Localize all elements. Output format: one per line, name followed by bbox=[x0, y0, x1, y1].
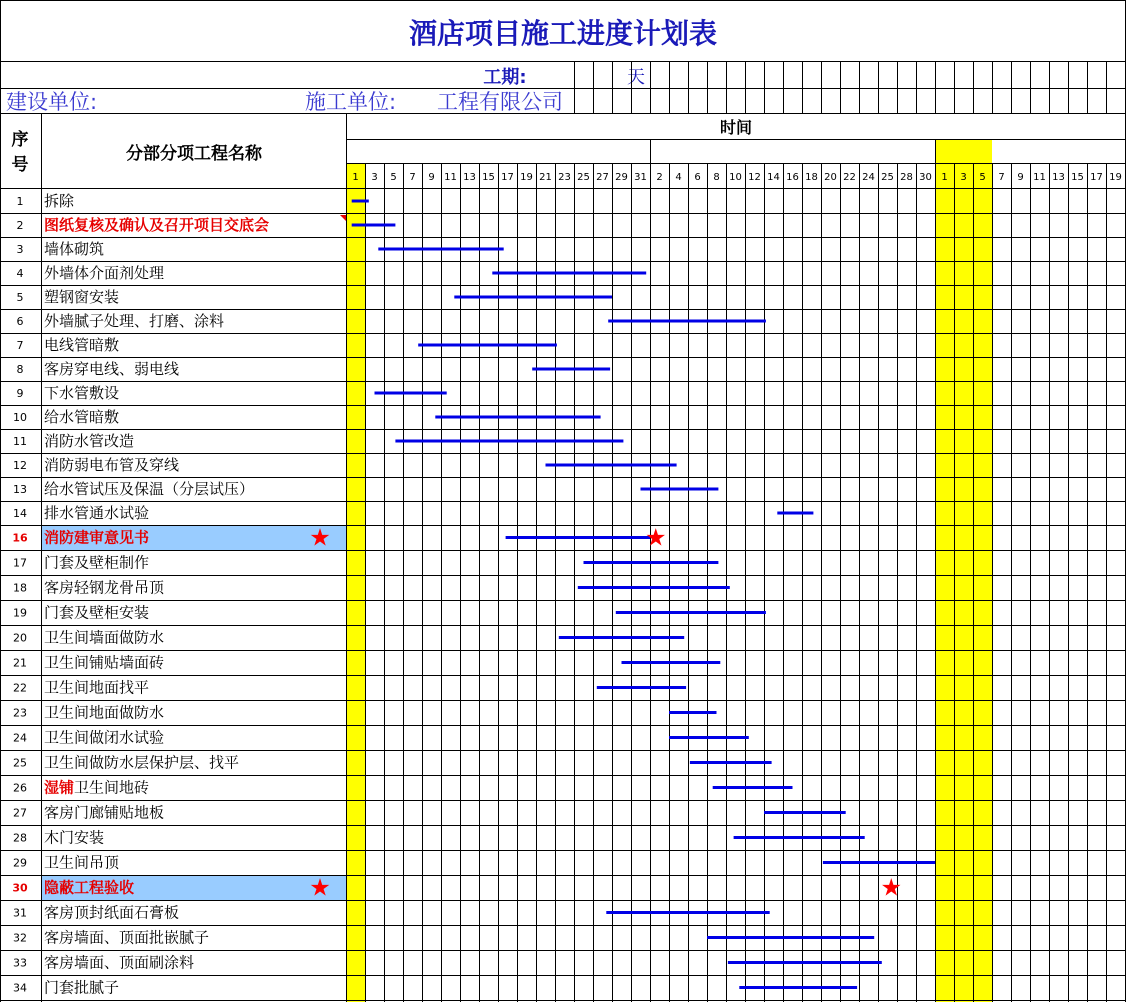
builder-label: 建设单位: bbox=[6, 90, 98, 114]
svg-text:序: 序 bbox=[11, 130, 29, 150]
row-number: 21 bbox=[13, 656, 27, 670]
contractor-name: 工程有限公司 bbox=[437, 90, 563, 114]
highlight-column bbox=[935, 140, 954, 1002]
day-tick-label: 3 bbox=[960, 172, 967, 183]
day-tick-label: 12 bbox=[748, 172, 761, 183]
day-tick-label: 22 bbox=[843, 172, 856, 183]
task-name: 外墙腻子处理、打磨、涂料 bbox=[44, 312, 225, 330]
task-name: 排水管通水试验 bbox=[44, 504, 150, 522]
milestone-star-icon: ★ bbox=[309, 873, 331, 902]
task-name: 卫生间墙面做防水 bbox=[44, 628, 165, 647]
task-name: 木门安装 bbox=[44, 828, 105, 847]
row-number: 31 bbox=[13, 906, 27, 920]
row-number: 16 bbox=[12, 531, 28, 545]
day-tick-label: 9 bbox=[428, 172, 435, 183]
row-number: 10 bbox=[13, 411, 27, 424]
row-number: 8 bbox=[16, 363, 24, 376]
row-number: 17 bbox=[13, 556, 27, 570]
day-tick-label: 5 bbox=[390, 172, 397, 183]
task-name: 墙体砌筑 bbox=[44, 240, 105, 258]
row-number: 24 bbox=[13, 731, 27, 745]
day-tick-label: 11 bbox=[1033, 172, 1046, 183]
row-number: 12 bbox=[13, 459, 27, 472]
milestone-star-icon: ★ bbox=[309, 523, 331, 552]
row-number: 5 bbox=[16, 291, 24, 304]
day-tick-label: 16 bbox=[786, 172, 799, 183]
comment-marker-icon bbox=[340, 215, 346, 221]
task-name: 卫生间地面找平 bbox=[44, 678, 150, 697]
task-name: 卫生间做防水层保护层、找平 bbox=[44, 753, 240, 772]
day-tick-label: 14 bbox=[767, 172, 780, 183]
task-name: 消防水管改造 bbox=[44, 432, 135, 450]
row-number: 22 bbox=[13, 681, 27, 695]
row-number: 3 bbox=[16, 243, 24, 256]
day-tick-label: 18 bbox=[805, 172, 818, 183]
row-number: 23 bbox=[13, 706, 27, 720]
row-number: 28 bbox=[13, 831, 27, 845]
day-tick-label: 13 bbox=[1052, 172, 1065, 183]
day-tick-label: 1 bbox=[941, 172, 948, 183]
day-tick-label: 11 bbox=[444, 172, 457, 183]
row-number: 20 bbox=[13, 631, 27, 645]
day-tick-label: 27 bbox=[596, 172, 609, 183]
name-header: 分部分项工程名称 bbox=[126, 144, 262, 164]
row-number: 9 bbox=[16, 387, 24, 400]
highlight-column bbox=[973, 140, 992, 1002]
task-name: 湿铺卫生间地砖 bbox=[44, 778, 150, 797]
row-number: 4 bbox=[16, 267, 24, 280]
day-tick-label: 24 bbox=[862, 172, 875, 183]
task-name: 客房墙面、顶面批嵌腻子 bbox=[44, 928, 210, 947]
task-name: 拆除 bbox=[44, 192, 75, 210]
day-tick-label: 5 bbox=[979, 172, 986, 183]
task-name: 客房门廊铺贴地板 bbox=[44, 803, 165, 822]
day-tick-label: 20 bbox=[824, 172, 837, 183]
task-name: 给水管试压及保温（分层试压） bbox=[44, 480, 255, 498]
task-name: 门套及壁柜安装 bbox=[44, 603, 150, 622]
task-name: 电线管暗敷 bbox=[44, 336, 120, 354]
row-number: 34 bbox=[13, 981, 27, 995]
day-tick-label: 6 bbox=[694, 172, 701, 183]
day-tick-label: 15 bbox=[1071, 172, 1084, 183]
day-tick-label: 15 bbox=[482, 172, 495, 183]
day-tick-label: 13 bbox=[463, 172, 476, 183]
highlight-column bbox=[954, 140, 973, 1002]
task-name: 图纸复核及确认及召开项目交底会 bbox=[44, 216, 270, 234]
day-tick-label: 21 bbox=[539, 172, 552, 183]
task-name: 卫生间吊顶 bbox=[44, 853, 120, 872]
row-number: 26 bbox=[13, 781, 27, 795]
row-number: 30 bbox=[12, 881, 28, 895]
row-number: 14 bbox=[13, 507, 27, 520]
day-tick-label: 1 bbox=[352, 172, 359, 183]
day-tick-label: 23 bbox=[558, 172, 571, 183]
row-number: 11 bbox=[13, 435, 27, 448]
day-tick-label: 29 bbox=[615, 172, 628, 183]
milestone-marker-icon: ★ bbox=[880, 873, 903, 902]
day-tick-label: 7 bbox=[409, 172, 416, 183]
row-number: 6 bbox=[16, 315, 24, 328]
task-name: 隐蔽工程验收 bbox=[44, 878, 135, 897]
task-name: 下水管敷设 bbox=[44, 384, 120, 402]
day-tick-label: 17 bbox=[501, 172, 514, 183]
day-tick-label: 31 bbox=[634, 172, 647, 183]
svg-text:号: 号 bbox=[11, 155, 29, 175]
row-number: 33 bbox=[13, 956, 27, 970]
highlight-column bbox=[346, 164, 365, 1002]
task-name: 塑钢窗安装 bbox=[44, 288, 120, 306]
row-number: 32 bbox=[13, 931, 27, 945]
duration-label: 工期: bbox=[483, 67, 527, 88]
day-tick-label: 3 bbox=[371, 172, 378, 183]
task-name: 卫生间铺贴墙面砖 bbox=[44, 653, 165, 672]
task-name: 外墙体介面剂处理 bbox=[44, 264, 165, 282]
day-tick-label: 7 bbox=[998, 172, 1005, 183]
task-name: 给水管暗敷 bbox=[44, 408, 120, 426]
day-tick-label: 8 bbox=[713, 172, 720, 183]
task-name: 客房墙面、顶面刷涂料 bbox=[44, 953, 195, 972]
row-number: 2 bbox=[16, 219, 24, 232]
milestone-marker-icon: ★ bbox=[644, 523, 667, 552]
contractor-label: 施工单位: bbox=[305, 90, 397, 114]
duration-unit: 天 bbox=[627, 67, 645, 88]
day-tick-label: 25 bbox=[577, 172, 590, 183]
day-tick-label: 10 bbox=[729, 172, 742, 183]
task-name: 卫生间做闭水试验 bbox=[44, 728, 165, 747]
task-name: 消防弱电布管及穿线 bbox=[44, 456, 180, 474]
task-name: 客房轻钢龙骨吊顶 bbox=[44, 578, 165, 597]
task-name: 卫生间地面做防水 bbox=[44, 703, 165, 722]
day-tick-label: 30 bbox=[919, 172, 932, 183]
task-name: 门套批腻子 bbox=[44, 978, 120, 997]
sheet-title: 酒店项目施工进度计划表 bbox=[408, 17, 718, 50]
task-name: 客房顶封纸面石膏板 bbox=[44, 903, 180, 922]
day-tick-label: 19 bbox=[520, 172, 533, 183]
task-name: 门套及壁柜制作 bbox=[44, 553, 150, 572]
day-tick-label: 17 bbox=[1090, 172, 1103, 183]
row-number: 18 bbox=[13, 581, 27, 595]
day-tick-label: 28 bbox=[900, 172, 913, 183]
row-number: 7 bbox=[16, 339, 24, 352]
day-tick-label: 25 bbox=[881, 172, 894, 183]
day-tick-label: 19 bbox=[1109, 172, 1122, 183]
day-tick-label: 4 bbox=[675, 172, 682, 183]
task-name: 客房穿电线、弱电线 bbox=[44, 360, 180, 378]
row-number: 1 bbox=[16, 195, 24, 208]
row-number: 27 bbox=[13, 806, 27, 820]
row-number: 19 bbox=[13, 606, 27, 620]
task-name: 消防建审意见书 bbox=[44, 528, 150, 547]
day-tick-label: 2 bbox=[656, 172, 663, 183]
time-header: 时间 bbox=[719, 118, 753, 137]
day-tick-label: 9 bbox=[1017, 172, 1024, 183]
seq-header bbox=[12, 129, 29, 175]
row-number: 25 bbox=[13, 756, 27, 770]
row-number: 29 bbox=[13, 856, 27, 870]
row-number: 13 bbox=[13, 483, 27, 496]
